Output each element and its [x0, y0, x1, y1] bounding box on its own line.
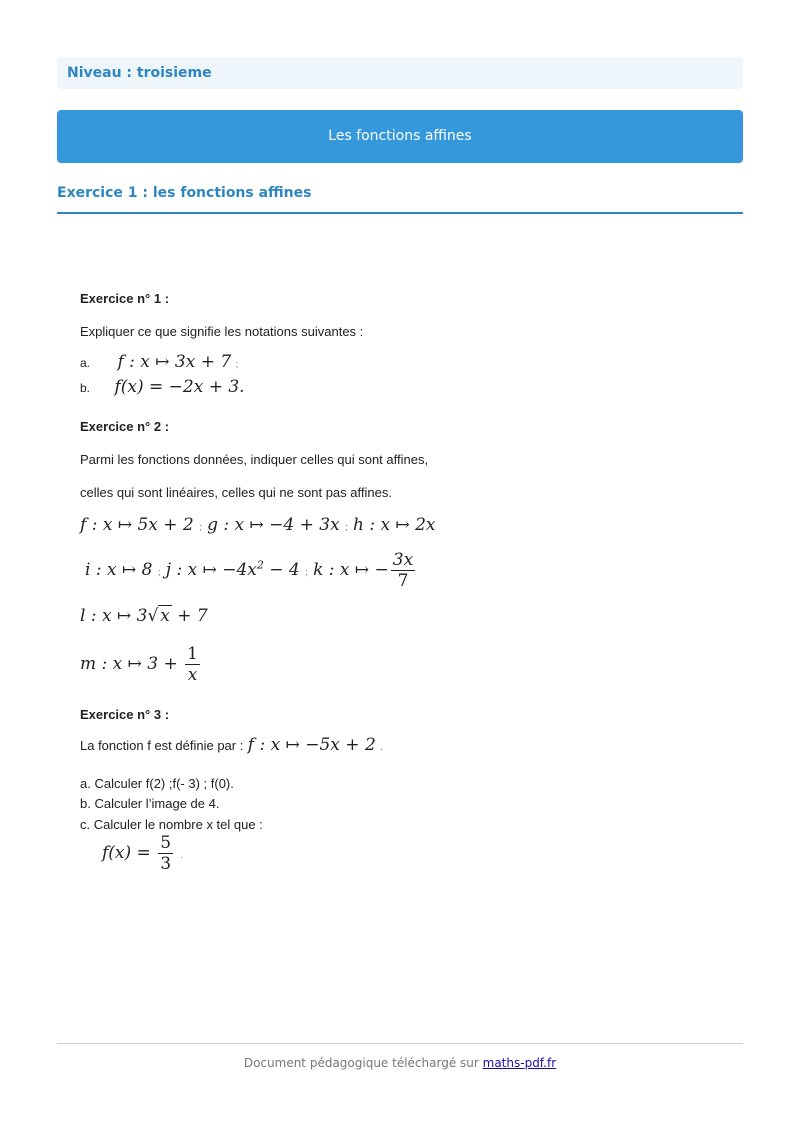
level-banner: Niveau : troisieme: [57, 57, 743, 89]
page-title: Les fonctions affines: [57, 110, 743, 163]
exercise-heading: Exercice 1 : les fonctions affines: [57, 185, 743, 214]
ex1-item-a: [80, 352, 238, 372]
exercise-sheet: [80, 280, 500, 880]
ex1-sep-a: ;: [235, 359, 239, 369]
ex2-row-ijk: i : x ↦ 8 ; j : x ↦ $-4x^2 - 4$ ; k : x ↦ − $\frac{3x}{7}$: [85, 550, 417, 591]
ex1-heading: Exercice n° 1 :: [80, 291, 170, 306]
ex2-row-fgh: f : x ↦ 5x + 2 ; g : x ↦ −4 + 3x ; h : x ↦ 2x: [80, 515, 436, 535]
ex1-instruction: Expliquer ce que signifie les notations suivantes :: [80, 324, 364, 339]
func-g: g : x ↦ −4 + 3x: [207, 515, 340, 535]
ex3-question-c: c. Calculer le nombre x tel que :: [80, 817, 263, 832]
ex1-label-a: a.: [80, 356, 91, 370]
func-i: i : x ↦ 8: [85, 560, 153, 580]
ex3-question-b: b. Calculer l’image de 4.: [80, 796, 220, 811]
func-j: j : x ↦ $-4x^2 - 4$: [165, 558, 300, 580]
footer-divider: [57, 1043, 743, 1044]
footer-link[interactable]: maths-pdf.fr: [482, 1056, 557, 1070]
func-h: h : x ↦ 2x: [352, 515, 436, 535]
ex1-label-b: b.: [80, 381, 91, 395]
ex1-math-b: f(x) = −2x + 3.: [114, 377, 245, 397]
footer: [57, 1056, 743, 1070]
footer-text: Document pédagogique téléchargé sur: [243, 1056, 483, 1070]
func-m: m : x ↦ 3 + $\frac{1}{x}$: [80, 644, 198, 685]
ex3-equation: f(x) = $\frac{5}{3}$ .: [102, 833, 183, 874]
ex2-heading: Exercice n° 2 :: [80, 419, 170, 434]
ex3-definition: La fonction f est définie par : f : x ↦ −5x + 2 .: [80, 735, 383, 755]
func-k: k : x ↦ − $\frac{3x}{7}$: [313, 550, 414, 591]
ex3-question-a: a. Calculer f(2) ;f(- 3) ; f(0).: [80, 776, 234, 791]
ex1-item-b: [80, 377, 245, 397]
ex1-math-a: f : x ↦ 3x + 7: [117, 352, 232, 372]
func-f: f : x ↦ 5x + 2: [80, 515, 194, 535]
ex2-line2: celles qui sont linéaires, celles qui ne sont pas affines.: [80, 485, 392, 500]
func-l: l : x ↦ 3√ x + 7: [80, 606, 208, 626]
ex2-line1: Parmi les fonctions données, indiquer celles qui sont affines,: [80, 452, 429, 467]
ex3-heading: Exercice n° 3 :: [80, 707, 170, 722]
